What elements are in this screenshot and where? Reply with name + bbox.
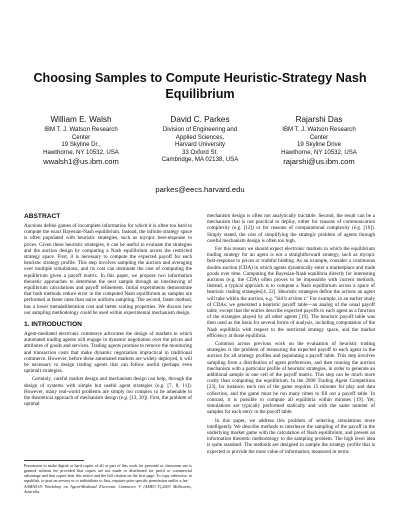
intro-paragraph: Certainly, careful market design and mechanism design can help, through the design of systems with simple but useful agent strategies (e.g. [7, 8, 11]). However, many real-world problems are simply too complex to be amenable to the theoretical approach of mechanism design (e.g. [13, 20]). First, the problem of optimal [24,376,192,408]
abstract-text: Auctions define games of incomplete information for which it is often too hard to compute the exact Bayesian-Nash equilibrium. Instead, the infinite strategy space is often populated with heuristic strategies, such as myopic best-response to prices. Given these heuristic strategies, it can be useful to evaluate the strategies and the auction design by computing a Nash equilibrium across the restricted strategy space. First, it is necessary to compute the expected payoff for each heuristic strategy profile. This step involves sampling the auction and averaging over multiple simulations, and its cost can dominate the cost of computing the equilibrium given a payoff matrix. In this paper, we propose two information theoretic approaches to determine the next sample through an interleaving of equilibrium calculations and payoff refinement. Initial experiments demonstrate that both methods reduce error in the computed Nash equilibrium as samples are performed at faster rates than naive uniform sampling. The second, faster method, has a lower metadeliberation cost and better scaling properties. We discuss how our sampling methodology could be used within experimental mechanism design. [24,223,192,316]
author-affiliation-line: 33 Oxford St. [182,148,218,156]
permission-notice: Permission to make digital or hard copies of all or part of this work for personal or classroom use is granted without fee provided that copies are not made or distributed for profit or commercial advantage and that copies bear this notice and the full citation on the first page. To copy otherwise, to republish, to post on servers or to redistribute to lists, requires prior specific permission and/or a fee. [24,463,192,483]
footnote [24,463,192,495]
body-paragraph: Common across previous work on the evaluation of heuristic trading strategies is the problem of measuring the expected payoff to each agent in the auction for all strategy profiles and populating a payoff table. This step involves sampling from a distribution of agent preferences, and then running the auction mechanism with a particular profile of heuristic strategies, in order to generate an additional sample in one cell of the payoff matrix. This step can be much more costly than computing the equilibrium. In the 2000 Trading Agent Competition [23], for instance, each run of the game requires 15 minutes for play and data collection, and the game must be run many times to fill out a payoff table. In contrast, it is possible to compute all equilibria within minutes [19]. Yet, simulations are typically performed statically and with the same number of samples for each entry in the payoff table. [207,341,375,416]
paper-title: Choosing Samples to Compute Heuristic-Strategy Nash Equilibrium [33,71,367,101]
author-affiliation-line: Applied Sciences, [175,133,225,141]
author-email: wwalsh1@us.ibm.com [43,157,119,167]
intro-paragraph: Agent-mediated electronic commerce advocates the design of markets in which automated trading agents will engage in dynamic negotiation over the prices and attributes of goods and services. Trading agents promise to remove the monitoring and transaction costs that make dynamic negotiation impractical in traditional commerce. However, before these automated markets are widely deployed, it will be necessary to design trading agents that can follow useful (perhaps even optimal) strategies. [24,331,192,375]
author-affiliation-line: IBM T. J. Watson Research [44,126,118,133]
author-block [24,115,376,166]
author-email: rajarshi@us.ibm.com [283,157,355,167]
abstract-heading: ABSTRACT [24,213,61,220]
author-name: Rajarshi Das [295,115,343,124]
author-3 [262,115,376,166]
author-affiliation-line: Hawthorne, NY 10532, USA [43,148,119,156]
body-paragraph: For this reason we should expect electronic markets in which the equilibrium trading strategy for an agent is not a straightforward strategy, such as myopic best-response to prices or truthful bidding. As an example, consider a continuous double auction (CDA) in which agents dynamically enter a marketplace and trade goods over time. Computing the Bayesian-Nash equilibria directly for interesting auctions (e.g. the CDA) often proves to be impossible with current methods. Instead, a typical approach is to compute a Nash equilibrium across a space of heuristic trading strategies[4, 22]. Heuristic strategies define the actions an agent will take within the auction, e.g. "bid b at time t." For example, in an earlier study of CDAs, we generated a heuristic payoff table—an analog of the usual payoff table, except that the entries describe expected payoffs to each agent as a function of the strategies played by all other agents [19]. The heuristic payoff table was then used as the basis for several forms of analysis, including computation of the Nash equilibria with respect to the restricted strategy space, and the market efficiency at those equilibria. [207,246,375,339]
author-affiliation-line: IBM T. J. Watson Research [282,126,356,133]
author-affiliation-line: Center [71,133,91,141]
author-affiliation-line: Harvard University [174,141,226,149]
author-2 [143,115,257,166]
author-1 [24,115,138,166]
body-paragraph: In this paper, we address this problem of selecting simulations more intelligently. We describe methods to interleave the sampling of the payoff in the underlying market game with the calculation of Nash equilibrium, and present an information theoretic methodology to the sampling problem. The high level idea is quite standard: The methods are designed to sample the strategy profile that is expected to provide the most value of information, measured in terms [207,417,375,455]
author-affiliation-line: Center [309,133,329,141]
author-affiliation-line: 19 Skyline Drive [296,141,342,149]
author-email-extra: parkes@eecs.harvard.edu [155,185,245,194]
author-affiliation-line: Cambridge, MA 02138, USA [161,156,239,164]
footnote-rule [24,460,84,461]
author-name: William E. Walsh [50,115,112,124]
author-affiliation-line: 19 Skyline Dr., [61,141,101,149]
author-affiliation-line: Division of Engineering and [162,126,238,133]
left-column [24,213,192,409]
author-name: David C. Parkes [170,115,230,124]
intro-heading: 1. INTRODUCTION [24,321,82,329]
body-paragraph: mechanism design is often not analytically tractable. Second, the result can be a mechanism that is not practical to deploy, either for reasons of communication complexity (e.g. [12]) or for reasons of computational complexity (e.g. [10]). Simply stated, the cost of simplifying the strategic problem of agents through careful mechanism design is often too high. [207,213,375,244]
venue-notice: AAMAS-03 Workshop on Agent-Mediated Electronic Commerce V (AMEC-V),2003 Melbourne, Australia. [24,484,192,494]
author-affiliation-line: Hawthorne, NY 10532, USA [281,148,357,156]
right-column [207,213,375,457]
